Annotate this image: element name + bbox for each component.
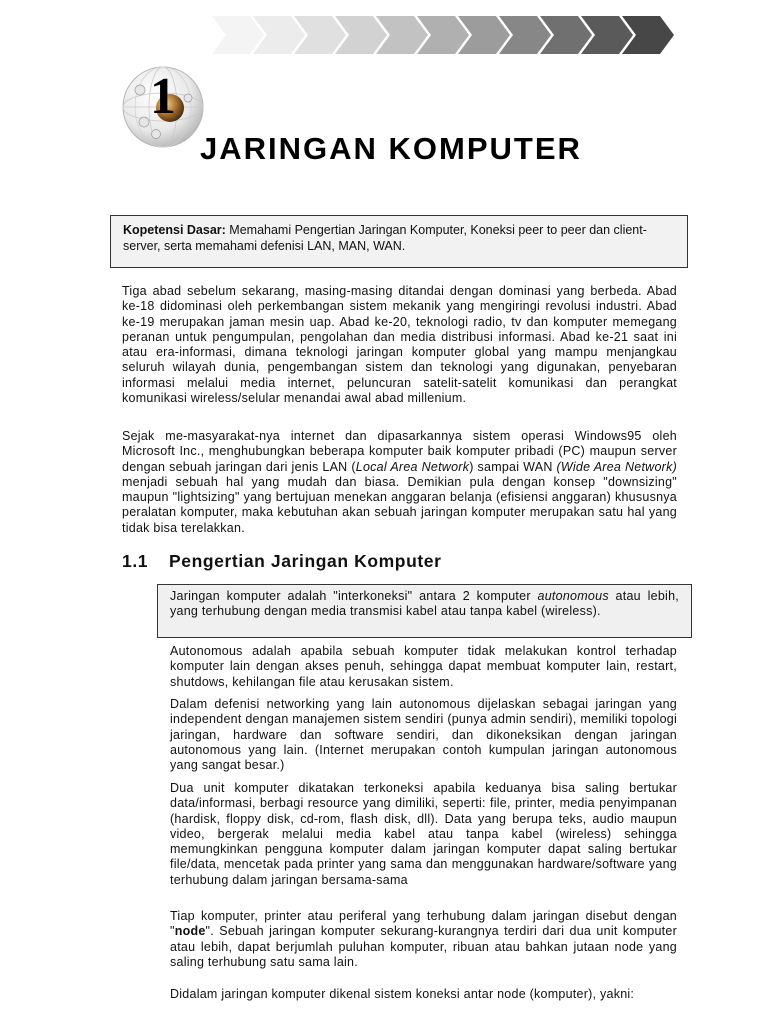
- section-paragraph-3: Dua unit komputer dikatakan terkoneksi apabila keduanya bisa saling bertukar data/informasi, berbagi resource yang dimiliki, seperti: file, printer, media penyimpanan (hardisk, floppy disk, cd-rom, flash disk, dll). Data yang berupa teks, audio maupun video, bergerak melalui media kabel atau tanpa kabel (wireless) sehingga memungkinkan pengguna komputer dalam jaringan komputer dapat saling bertukar file/data, mencetak pada printer yang sama dan menggunakan hardware/software yang terhubung dalam jaringan bersama-sama: [170, 781, 677, 887]
- chevron-arrows-banner: [212, 16, 696, 54]
- kompetensi-box: [110, 215, 688, 268]
- wan-term: (Wide Area Network): [556, 459, 677, 474]
- kompetensi-label: Kopetensi Dasar:: [123, 223, 226, 237]
- section-paragraph-1: Autonomous adalah apabila sebuah komputer tidak melakukan kontrol terhadap komputer lain dengan akses penuh, sehingga dapat membuat komputer lain, restart, shutdows, kehilangan file atau kerusakan sistem.: [170, 644, 677, 689]
- chapter-badge: [120, 64, 206, 150]
- kompetensi-text: Memahami Pengertian Jaringan Komputer, Koneksi peer to peer dan client-server, serta memahami defenisi LAN, MAN, WAN.: [123, 223, 647, 253]
- intro-paragraph-2: [122, 429, 677, 536]
- section-paragraph-2: Dalam defenisi networking yang lain autonomous dijelaskan sebagai jaringan yang independent dengan manajemen sistem sendiri (punya admin sendiri), memiliki topologi jaringan, hardware dan software sendiri, dan dikoneksikan dengan jaringan autonomous yang lain. (Internet merupakan contoh kumpulan jaringan autonomous yang sangat besar.): [170, 697, 677, 773]
- section-heading: [122, 551, 442, 572]
- lan-term: Local Area Network: [355, 459, 470, 474]
- section-paragraph-5: Didalam jaringan komputer dikenal sistem koneksi antar node (komputer), yakni:: [170, 987, 635, 1001]
- node-term: node: [174, 924, 206, 939]
- autonomous-term: autonomous: [537, 589, 609, 603]
- section-title: Pengertian Jaringan Komputer: [169, 551, 442, 571]
- section-p4-text-a: Tiap komputer, printer atau periferal yang terhubung dalam jaringan disebut dengan ": [170, 909, 677, 939]
- definition-box: [157, 584, 692, 638]
- intro-paragraph-1: Tiga abad sebelum sekarang, masing-masing ditandai dengan dominasi yang berbeda. Abad ke-18 didominasi oleh perkembangan sistem mekanik yang mengiringi revolusi industri. Abad ke-19 merupakan jaman mesin uap. Abad ke-20, teknologi radio, tv dan komputer memegang peranan untuk pengumpulan, pengolahan dan media distribusi informasi. Abad ke-21 saat ini atau era-informasi, dimana teknologi jaringan komputer global yang mampu menjangkau seluruh wilayah dunia, pengembangan sistem dan teknologi yang digunakan, penyebaran informasi melalui media internet, peluncuran satelit-satelit komunikasi dan perangkat komunikasi wireless/selular menandai awal abad millenium.: [122, 284, 677, 406]
- definition-text-a: Jaringan komputer adalah "interkoneksi" antara 2 komputer: [170, 589, 538, 603]
- chevron-arrow: [212, 16, 264, 54]
- intro-p2-text-a: Sejak me-masyarakat-nya internet dan dipasarkannya sistem operasi Windows95 oleh Microsoft Inc., menghubungkan beberapa komputer baik komputer pribadi (PC) maupun server dengan sebuah jaringan dari jenis LAN (: [122, 429, 677, 474]
- chapter-title: JARINGAN KOMPUTER: [200, 131, 582, 166]
- definition-text-b: atau lebih, yang terhubung dengan media transmisi kabel atau tanpa kabel (wireless).: [170, 589, 679, 619]
- intro-p2-text-b: ) sampai WAN: [469, 459, 557, 474]
- intro-p2-text-c: menjadi sebuah hal yang mudah dan biasa. Demikian pula dengan konsep "downsizing" maupun "lightsizing" yang bertujuan menekan anggaran belanja (efisiensi anggaran) khususnya peralatan komputer, maka kebutuhan akan sebuah jaringan komputer merupakan satu hal yang tidak bisa terelakkan.: [122, 474, 677, 535]
- chapter-number: 1: [150, 68, 176, 125]
- section-p4-text-b: ". Sebuah jaringan komputer sekurang-kurangnya terdiri dari dua unit komputer atau lebih, dapat berjumlah puluhan komputer, ribuan atau bahkan jutaan node yang saling terhubung satu sama lain.: [170, 924, 677, 969]
- section-number: 1.1: [122, 551, 149, 571]
- section-paragraph-4: [170, 909, 677, 970]
